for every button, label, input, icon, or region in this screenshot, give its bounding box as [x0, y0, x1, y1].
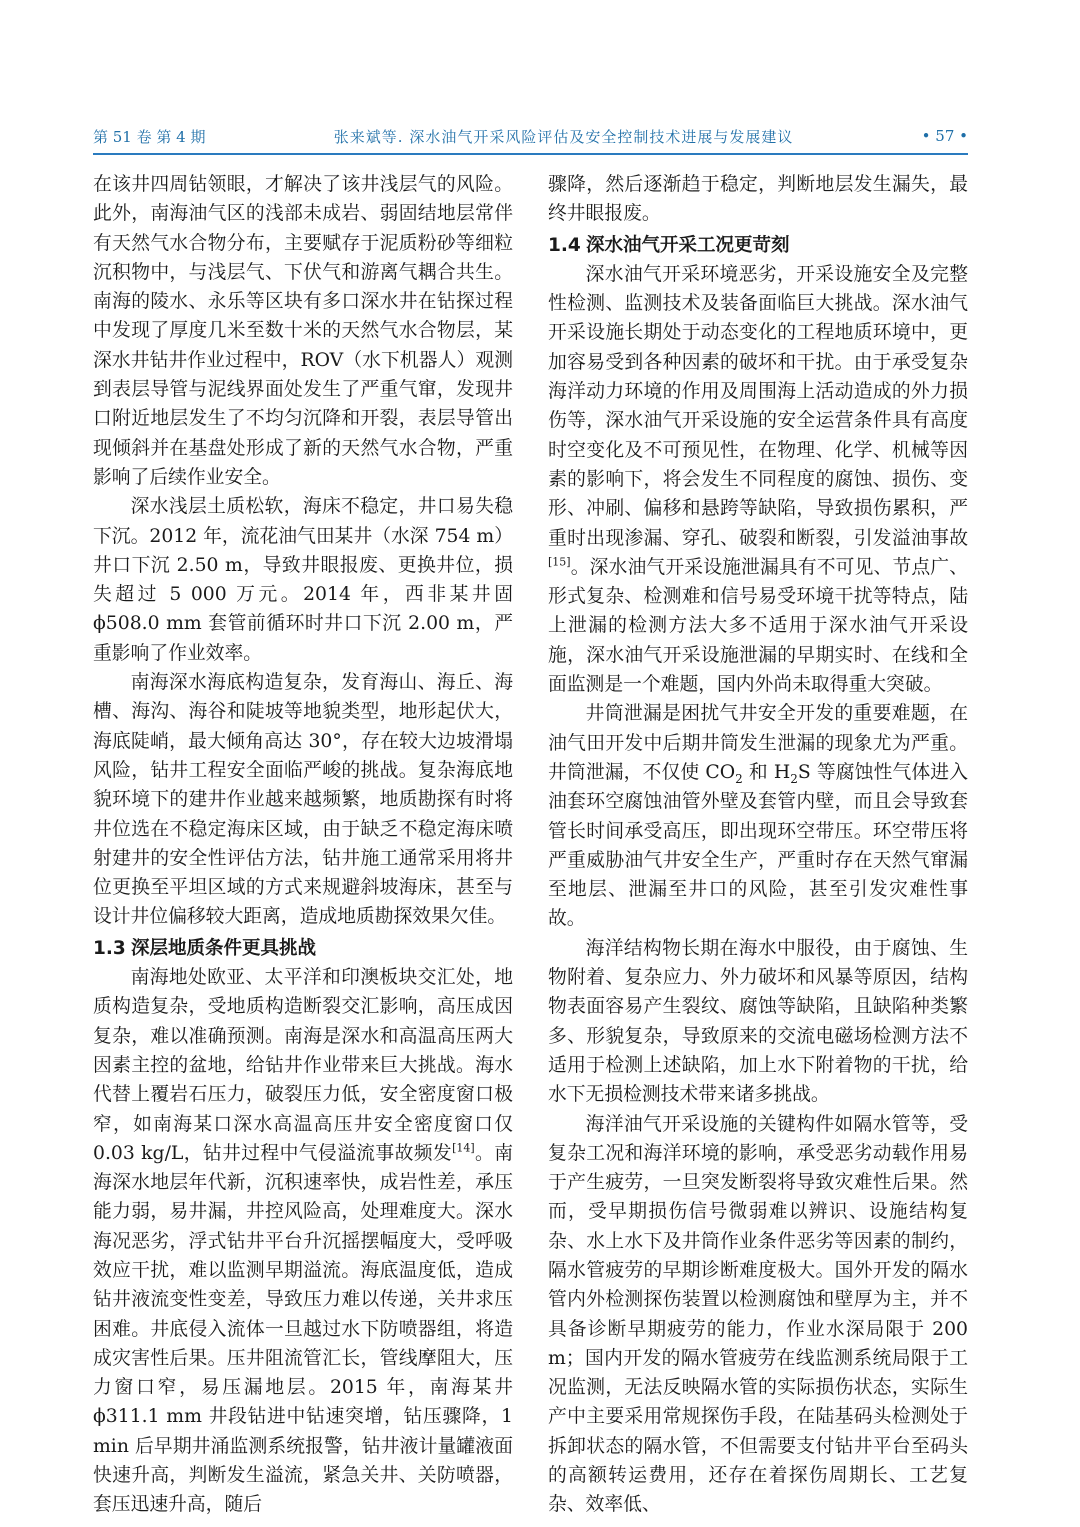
paragraph: 南海深水海底构造复杂，发育海山、海丘、海槽、海沟、海谷和陡坡等地貌类型，地形起伏大，海底陡峭，最大倾角高达 30°，存在较大边坡滑塌风险，钻井工程安全面临严峻的挑战。复杂海底地貌环境下的建井作业越来越频繁，地质勘探有时将井位选在不稳定海床区域，由于缺乏不稳定海床喷射建井的安全性评估方法，钻井施工通常采用将井位更换至平坦区域的方式来规避斜坡海床，甚至与设计井位偏移较大距离，造成地质勘探效果欠佳。 [93, 672, 513, 928]
subscript: 2 [790, 771, 798, 786]
journal-volume: 第 51 卷 第 4 期 [93, 127, 206, 146]
running-title: 张来斌等. 深水油气开采风险评估及安全控制技术进展与发展建议 [333, 127, 794, 146]
paragraph-text: 井筒泄漏是困扰气井安全开发的重要难题，在油气田开发中后期井筒发生泄漏的现象尤为严重。井筒泄漏，不仅使 CO [548, 703, 968, 783]
paragraph-text: 和 H [742, 761, 791, 783]
right-column [548, 170, 968, 1520]
paragraph [548, 699, 968, 933]
running-header [93, 121, 968, 151]
paragraph-text: 。深水油气开采设施泄漏具有不可见、节点广、形式复杂、检测难和信号易受环境干扰等特点，陆上泄漏的检测方法大多不适用于深水油气开采设施，深水油气开采设施泄漏的早期实时、在线和全面监测是一个难题，国内外尚未取得重大突破。 [548, 556, 968, 696]
citation: [15] [548, 555, 571, 569]
paragraph: 在该井四周钻领眼，才解决了该井浅层气的风险。此外，南海油气区的浅部未成岩、弱固结地层常伴有天然气水合物分布，主要赋存于泥质粉砂等细粒沉积物中，与浅层气、下伏气和游离气耦合共生。南海的陵水、永乐等区块有多口深水井在钻探过程中发现了厚度几米至数十米的天然气水合物层，某深水井钻井作业过程中，ROV（水下机器人）观测到表层导管与泥线界面处发生了严重气窜，发现井口附近地层发生了不均匀沉降和开裂，表层导管出现倾斜并在基盘处形成了新的天然气水合物，严重影响了后续作业安全。 [93, 174, 513, 488]
paragraph: 深水浅层土质松软，海床不稳定，井口易失稳下沉。2012 年，流花油气田某井（水深 754 m）井口下沉 2.50 m，导致井眼报废、更换井位，损失超过 5 000 万元。2014 年，西非某井固 ϕ508.0 mm 套管前循环时井口下沉 2.00 m，严重影响了作业效率。 [93, 496, 513, 664]
paragraph-text: 深水油气开采环境恶劣，开采设施安全及完整性检测、监测技术及装备面临巨大挑战。深水油气开采设施长期处于动态变化的工程地质环境中，更加容易受到各种因素的破坏和干扰。由于承受复杂海洋动力环境的作用及周围海上活动造成的外力损伤等，深水油气开采设施的安全运营条件具有高度时空变化及不可预见性，在物理、化学、机械等因素的影响下，将会发生不同程度的腐蚀、损伤、变形、冲刷、偏移和悬跨等缺陷，导致损伤累积，严重时出现渗漏、穿孔、破裂和断裂，引发溢油事故 [548, 263, 968, 549]
citation: [14] [452, 1141, 475, 1155]
left-column [93, 170, 513, 1520]
section-heading-1-3 [93, 934, 513, 963]
header-rule [93, 153, 968, 155]
page-number: • 57 • [921, 127, 968, 145]
section-title: 深层地质条件更具挑战 [131, 937, 317, 959]
paragraph-text: S 等腐蚀性气体进入油套环空腐蚀油管外壁及套管内壁，而且会导致套管长时间承受高压，即出现环空带压。环空带压将严重威胁油气井安全生产，严重时存在天然气窜漏至地层、泄漏至井口的风险，甚至引发灾难性事故。 [548, 761, 968, 930]
paragraph: 海洋油气开采设施的关键构件如隔水管等，受复杂工况和海洋环境的影响，承受恶劣动载作用易于产生疲劳，一旦突发断裂将导致灾难性后果。然而，受早期损伤信号微弱难以辨识、设施结构复杂、水上水下及井筒作业条件恶劣等因素的制约，隔水管疲劳的早期诊断难度极大。国外开发的隔水管内外检测探伤装置以检测腐蚀和壁厚为主，并不具备诊断早期疲劳的能力，作业水深局限于 200 m；国内开发的隔水管疲劳在线监测系统局限于工况监测，无法反映隔水管的实际损伤状态，实际生产中主要采用常规探伤手段，在陆基码头检测处于拆卸状态的隔水管，不但需要支付钻井平台至码头的高额转运费用，还存在着探伤周期长、工艺复杂、效率低、 [548, 1113, 968, 1516]
paragraph: 海洋结构物长期在海水中服役，由于腐蚀、生物附着、复杂应力、外力破坏和风暴等原因，结构物表面容易产生裂纹、腐蚀等缺陷，且缺陷种类繁多、形貌复杂，导致原来的交流电磁场检测方法不适用于检测上述缺陷，加上水下附着物的干扰，给水下无损检测技术带来诸多挑战。 [548, 937, 968, 1106]
paragraph [93, 963, 513, 1520]
section-number: 1.3 [93, 937, 126, 959]
paragraph: 骤降，然后逐渐趋于稳定，判断地层发生漏失，最终井眼报废。 [548, 174, 968, 225]
section-heading-1-4 [548, 231, 968, 260]
section-title: 深水油气开采工况更苛刻 [586, 234, 790, 256]
paragraph-text: 南海地处欧亚、太平洋和印澳板块交汇处，地质构造复杂，受地质构造断裂交汇影响，高压成因复杂，难以准确预测。南海是深水和高温高压两大因素主控的盆地，给钻井作业带来巨大挑战。海水代替上覆岩石压力，破裂压力低，安全密度窗口极窄，如南海某口深水高温高压井安全密度窗口仅 0.03 kg/L，钻井过程中气侵溢流事故频发 [93, 967, 513, 1164]
subscript: 2 [735, 771, 743, 786]
paragraph [548, 260, 968, 699]
paragraph-text: 。南海深水地层年代新，沉积速率快，成岩性差，承压能力弱，易井漏，井控风险高，处理难度大。深水海况恶劣，浮式钻井平台升沉摇摆幅度大，受呼吸效应干扰，难以监测早期溢流。海底温度低，造成钻井液流变性变差，导致压力难以传递，关井求压困难。井底侵入流体一旦越过水下防喷器组，将造成灾害性后果。压井阻流管汇长，管线摩阻大，压力窗口窄，易压漏地层。2015 年，南海某井 ϕ311.1 mm 井段钻进中钻速突增，钻压骤降，1 min 后早期井涌监测系统报警，钻井液计量罐液面快速升高，判断发生溢流，紧急关井、关防喷器，套压迅速升高，随后 [93, 1142, 514, 1516]
section-number: 1.4 [548, 234, 581, 256]
